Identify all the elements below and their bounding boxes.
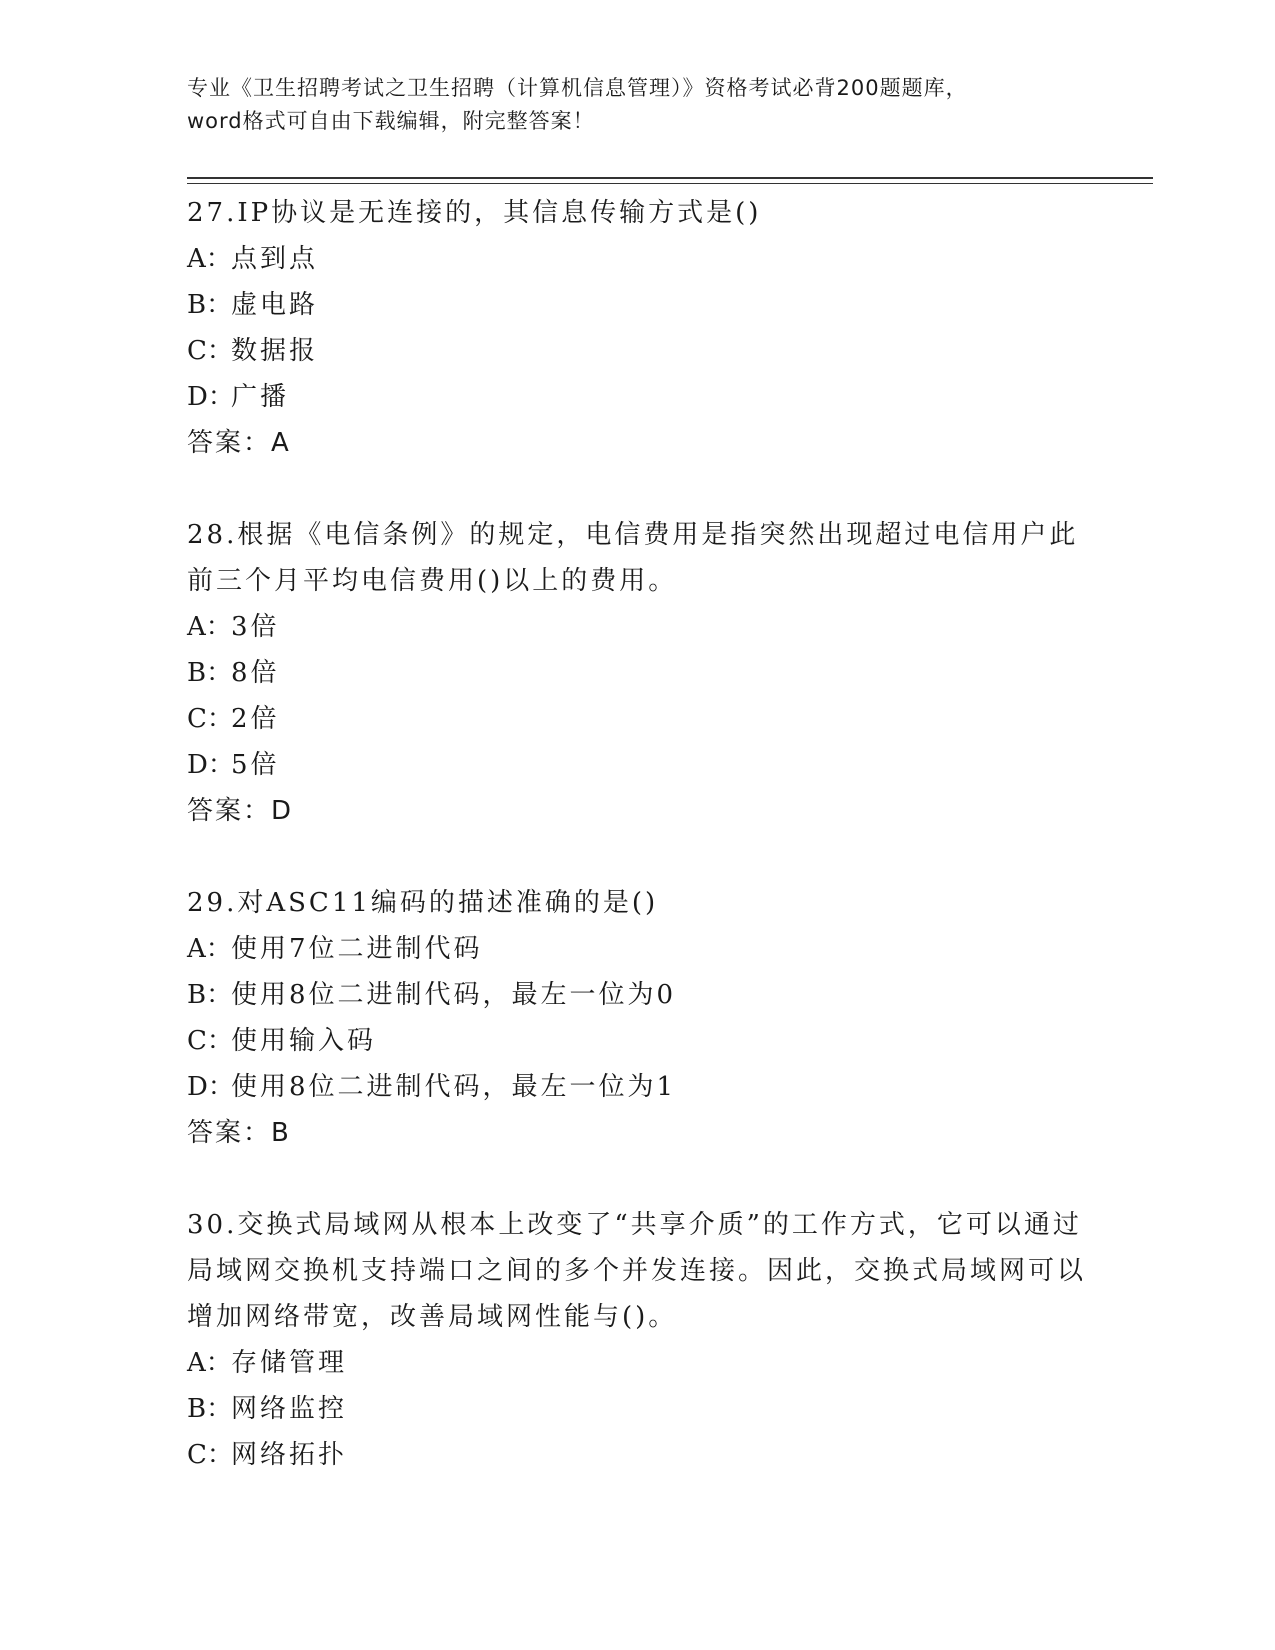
- header-line-1: 专业《卫生招聘考试之卫生招聘（计算机信息管理）》资格考试必背200题题库，: [187, 76, 968, 100]
- option-key: A：: [187, 1348, 232, 1378]
- answer-label: 答案：B: [187, 1118, 291, 1148]
- option-text: 使用7位二进制代码: [231, 934, 483, 964]
- question-text: 28.根据《电信条例》的规定，电信费用是指突然出现超过电信用户此前三个月平均电信费用()以上的费用。: [187, 520, 1079, 596]
- option-a: [187, 236, 1087, 282]
- option-text: 网络拓扑: [231, 1440, 348, 1470]
- option-key: B：: [187, 290, 233, 320]
- answer-label: 答案：D: [187, 796, 294, 826]
- option-text: 使用8位二进制代码，最左一位为1: [231, 1072, 677, 1102]
- question-text: 30.交换式局域网从根本上改变了“共享介质”的工作方式，它可以通过局域网交换机支持端口之间的多个并发连接。因此，交换式局域网可以增加网络带宽，改善局域网性能与()。: [187, 1210, 1087, 1332]
- option-a: [187, 926, 1087, 972]
- option-b: [187, 1386, 1087, 1432]
- answer-label: 答案：A: [187, 428, 291, 458]
- question-27: [187, 190, 1087, 466]
- option-text: 网络监控: [231, 1394, 348, 1424]
- header-divider-thick: [187, 177, 1153, 179]
- header-divider-thin: [187, 183, 1153, 184]
- option-text: 使用8位二进制代码，最左一位为0: [231, 980, 677, 1010]
- option-a: [187, 1340, 1087, 1386]
- option-key: B：: [187, 980, 233, 1010]
- option-text: 存储管理: [231, 1348, 348, 1378]
- option-key: B：: [187, 1394, 233, 1424]
- option-text: 5倍: [231, 750, 280, 780]
- question-text: 29.对ASC11编码的描述准确的是(): [187, 888, 659, 918]
- option-text: 8倍: [231, 658, 280, 688]
- option-text: 广播: [231, 382, 290, 412]
- option-key: A：: [187, 934, 232, 964]
- option-text: 2倍: [231, 704, 280, 734]
- option-text: 点到点: [231, 244, 319, 274]
- option-key: D：: [187, 750, 234, 780]
- option-key: C：: [187, 704, 233, 734]
- question-28: [187, 512, 1087, 834]
- option-c: [187, 1018, 1087, 1064]
- option-key: D：: [187, 1072, 234, 1102]
- option-key: A：: [187, 244, 232, 274]
- question-text: 27.IP协议是无连接的，其信息传输方式是(): [187, 198, 762, 228]
- question-30: [187, 1202, 1087, 1478]
- option-key: A：: [187, 612, 232, 642]
- option-b: [187, 650, 1087, 696]
- option-text: 使用输入码: [231, 1026, 377, 1056]
- option-text: 虚电路: [231, 290, 319, 320]
- option-text: 3倍: [231, 612, 280, 642]
- option-b: [187, 282, 1087, 328]
- option-text: 数据报: [231, 336, 319, 366]
- option-key: C：: [187, 336, 233, 366]
- header-line-2: word格式可自由下载编辑，附完整答案！: [187, 109, 595, 133]
- option-a: [187, 604, 1087, 650]
- option-key: C：: [187, 1440, 233, 1470]
- option-d: [187, 374, 1087, 420]
- option-key: C：: [187, 1026, 233, 1056]
- document-header: [187, 72, 1077, 138]
- option-c: [187, 328, 1087, 374]
- option-key: B：: [187, 658, 233, 688]
- question-list: [187, 190, 1087, 1524]
- option-d: [187, 1064, 1087, 1110]
- option-c: [187, 1432, 1087, 1478]
- option-d: [187, 742, 1087, 788]
- question-29: [187, 880, 1087, 1156]
- option-key: D：: [187, 382, 234, 412]
- option-c: [187, 696, 1087, 742]
- option-b: [187, 972, 1087, 1018]
